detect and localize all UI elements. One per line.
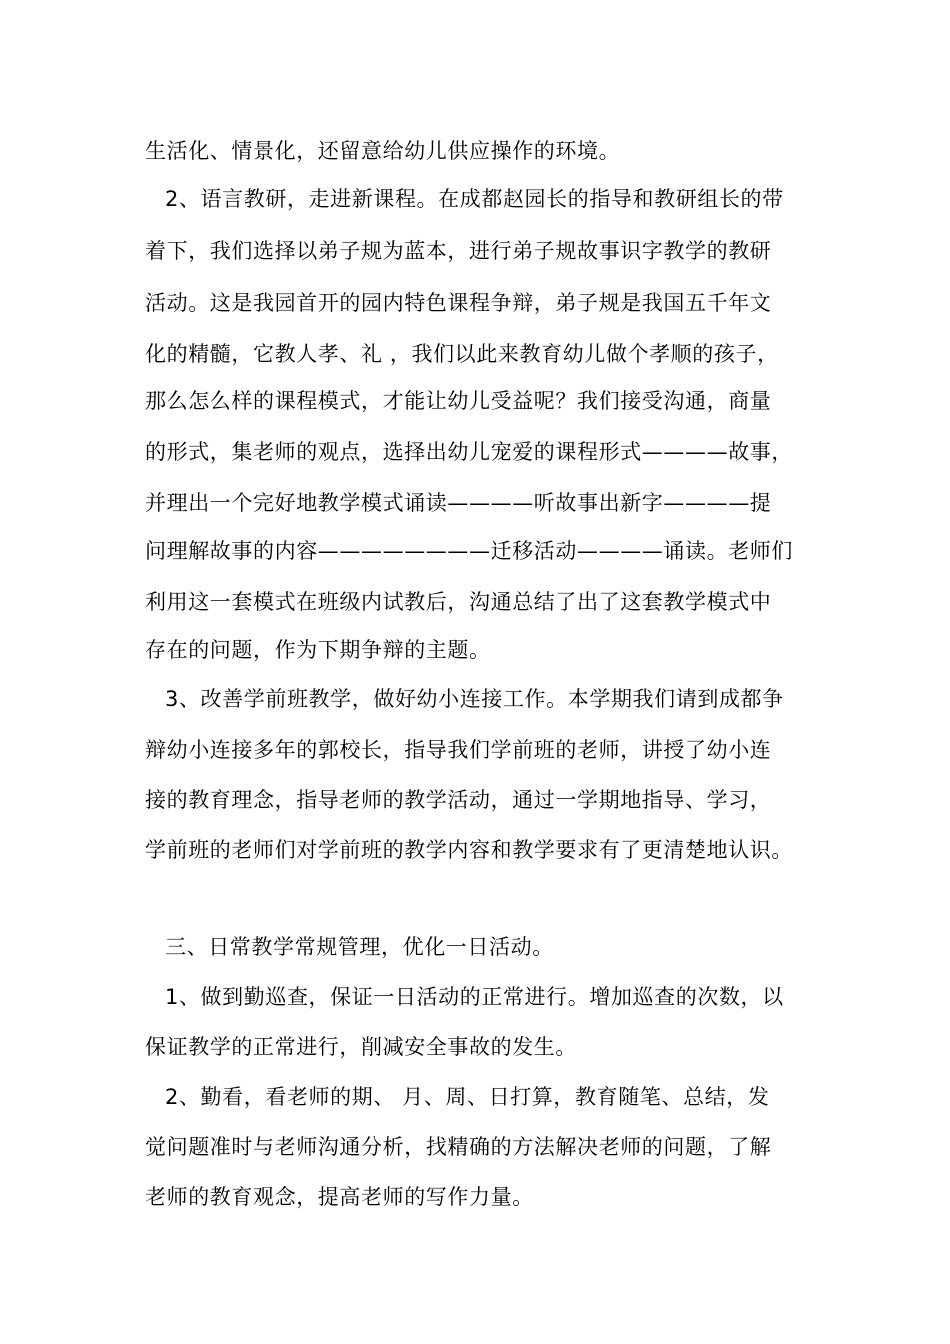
text-line: 着下，我们选择以弟子规为蓝本，进行弟子规故事识字教学的教研 xyxy=(145,239,772,263)
text-line: 化的精髓，它教人孝、礼 ，我们以此来教育幼儿做个孝顺的孩子， xyxy=(145,342,779,366)
section-heading: 三、日常教学常规管理，优化一日活动。 xyxy=(165,935,554,959)
text-line: 那么怎么样的课程模式，才能让幼儿受益呢？我们接受沟通，商量 xyxy=(145,389,772,413)
text-line: 问理解故事的内容————————迁移活动————诵读。老师们 xyxy=(145,539,793,563)
text-line: 觉问题准时与老师沟通分析，找精确的方法解决老师的问题，了解 xyxy=(145,1135,772,1159)
text-line: 3、改善学前班教学，做好幼小连接工作。本学期我们请到成都争 xyxy=(165,687,784,711)
text-line: 2、语言教研，走进新课程。在成都赵园长的指导和教研组长的带 xyxy=(165,187,784,211)
text-line: 的形式，集老师的观点，选择出幼儿宠爱的课程形式————故事， xyxy=(145,440,793,464)
text-line: 利用这一套模式在班级内试教后，沟通总结了出了这套教学模式中 xyxy=(145,590,772,614)
text-line: 存在的问题，作为下期争辩的主题。 xyxy=(145,638,491,662)
text-line: 学前班的老师们对学前班的教学内容和教学要求有了更清楚地认识。 xyxy=(145,838,793,862)
text-line: 1、做到勤巡查，保证一日活动的正常进行。增加巡查的次数，以 xyxy=(165,985,784,1009)
text-line: 老师的教育观念，提高老师的写作力量。 xyxy=(145,1185,534,1209)
text-line: 辩幼小连接多年的郭校长，指导我们学前班的老师，讲授了幼小连 xyxy=(145,738,772,762)
text-line: 接的教育理念，指导老师的教学活动，通过一学期地指导、学习， xyxy=(145,788,772,812)
text-line: 保证教学的正常进行，削减安全事故的发生。 xyxy=(145,1035,577,1059)
text-line: 活动。这是我园首开的园内特色课程争辩，弟子规是我国五千年文 xyxy=(145,291,772,315)
text-line: 2、勤看，看老师的期、 月、周、日打算，教育随笔、总结，发 xyxy=(165,1085,770,1109)
text-line: 生活化、情景化，还留意给幼儿供应操作的环境。 xyxy=(145,139,621,163)
text-line: 并理出一个完好地教学模式诵读————听故事出新字————提 xyxy=(145,491,772,515)
